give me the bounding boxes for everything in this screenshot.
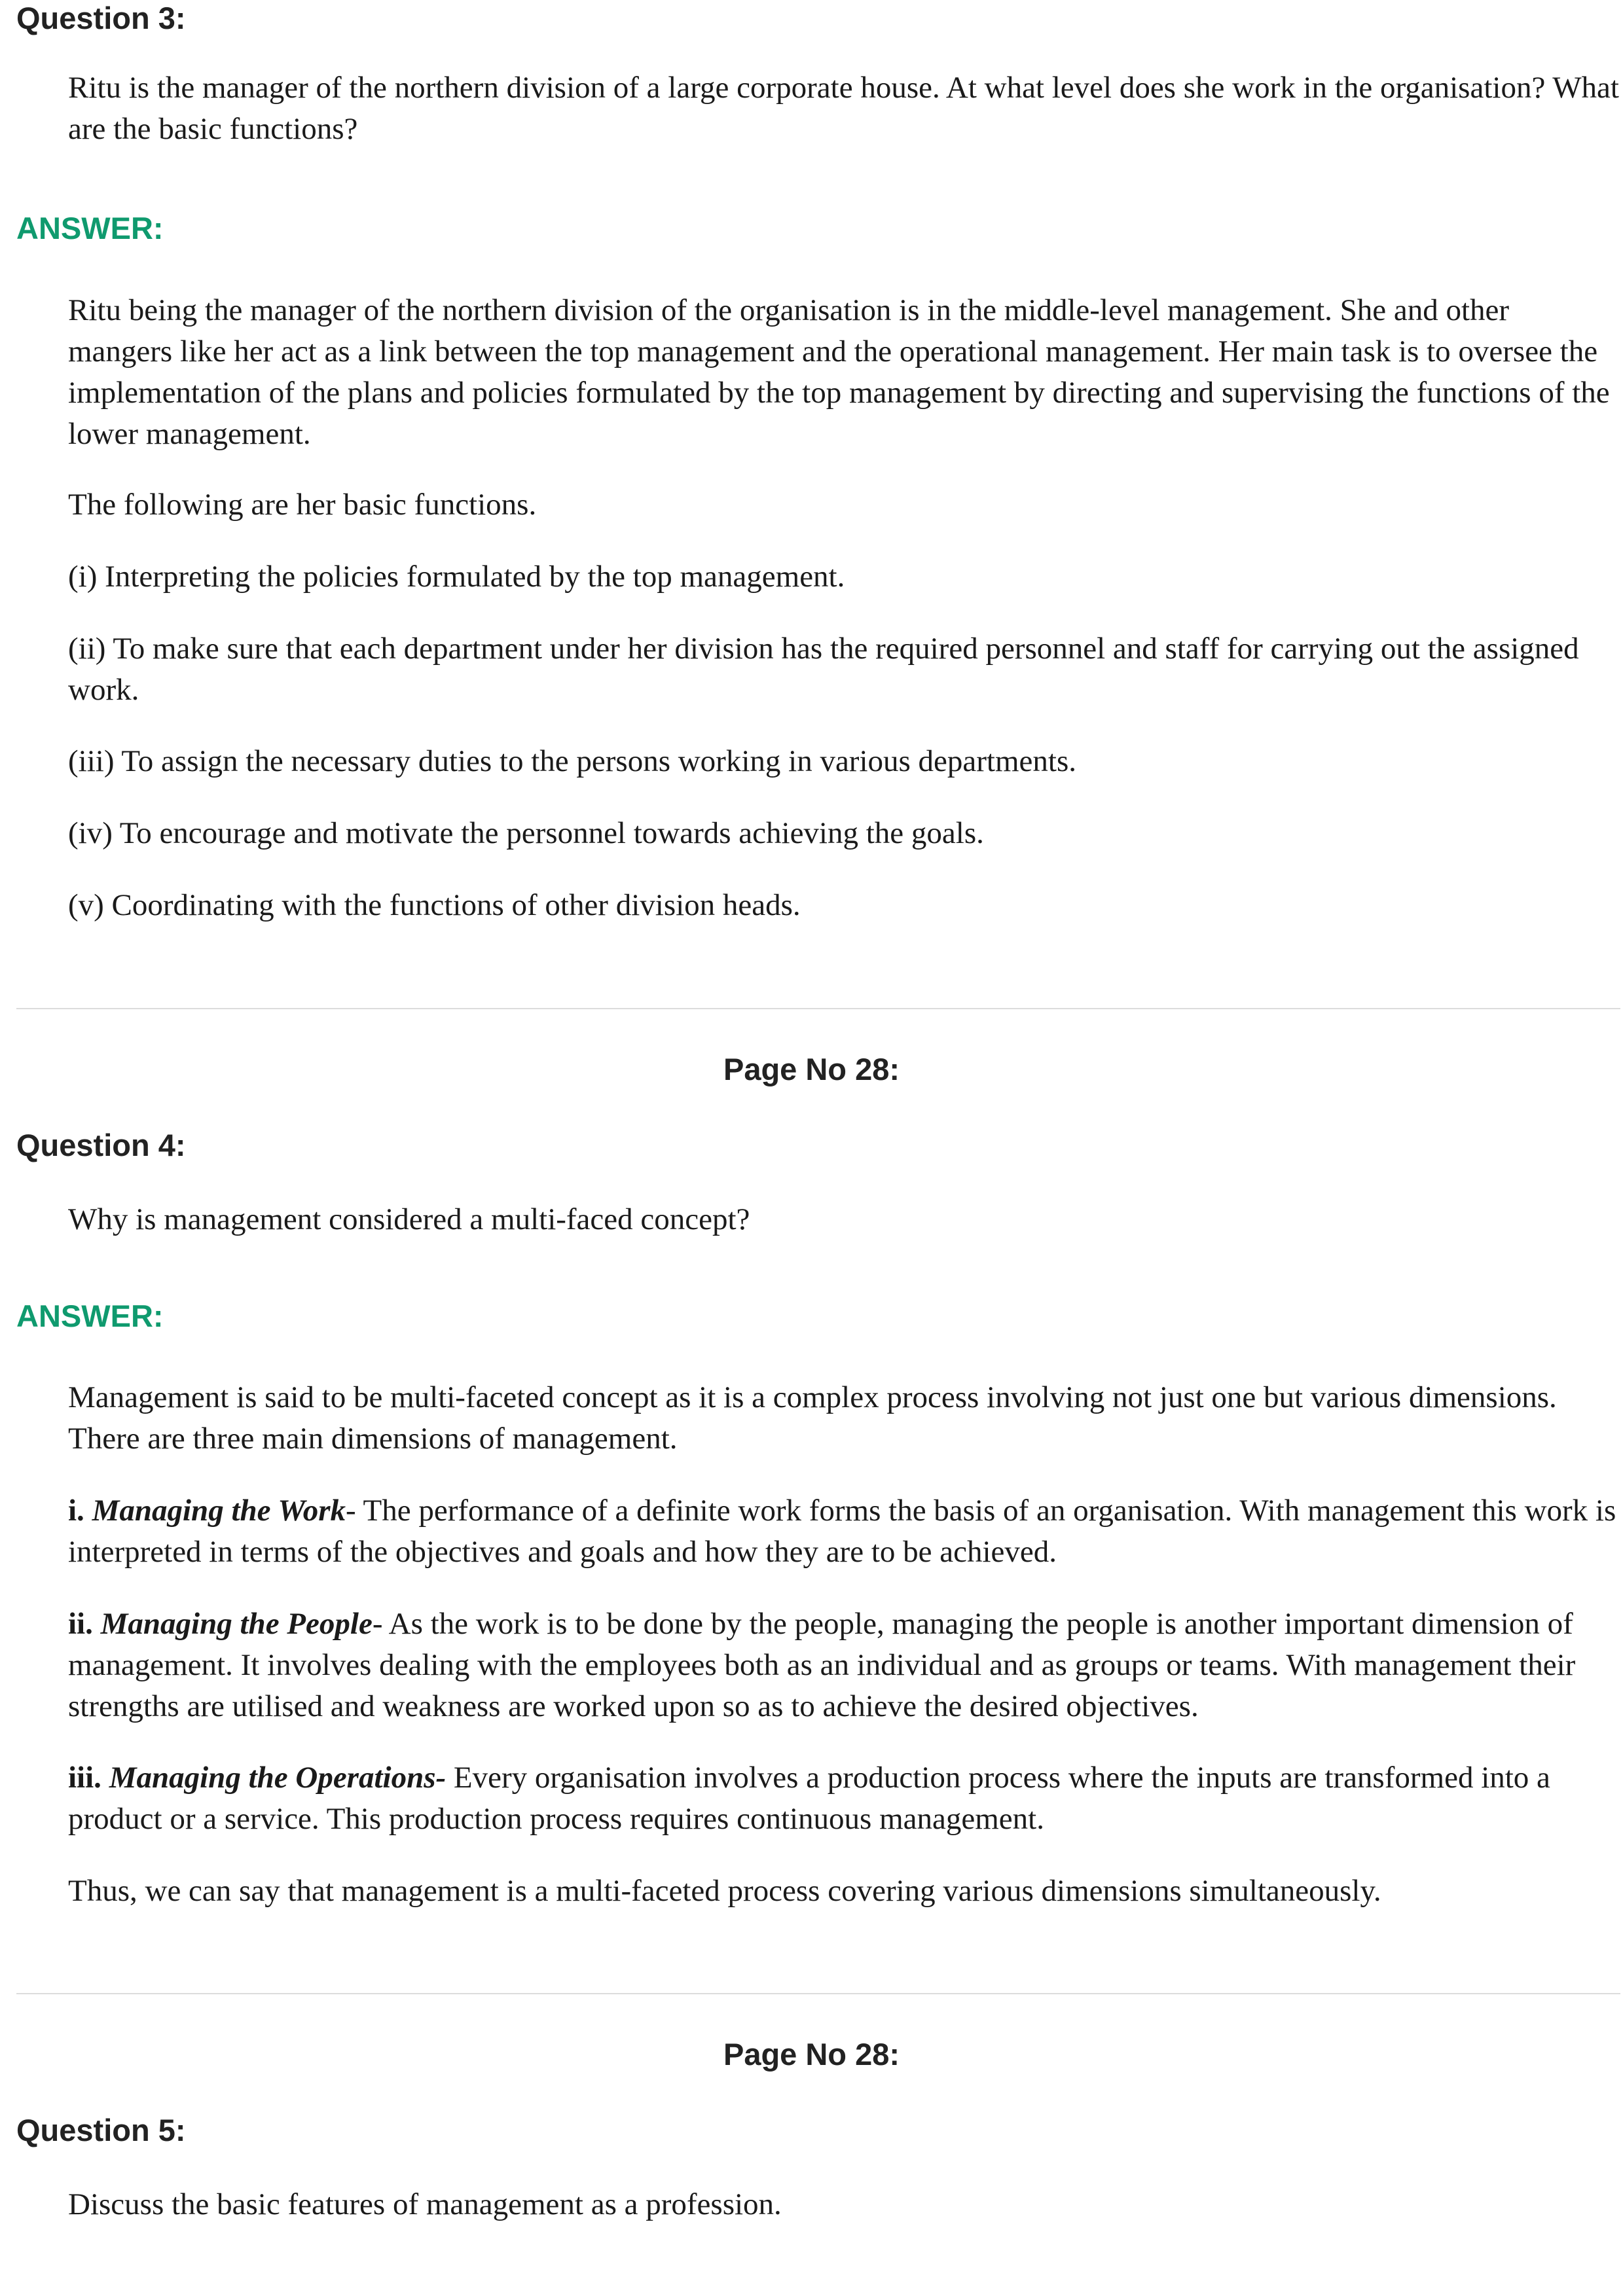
question-5-heading: Question 5:: [16, 2113, 186, 2147]
answer-3-intro: Ritu being the manager of the northern division of the organisation is in the middle-level management. She and other mangers like her act as a link between the top management and the operational management. Her main task is to oversee the implementation of the plans and policies formulated by the top management by directing and supervising the functions of the lower management.: [68, 293, 1610, 451]
answer-3-function-2: (ii) To make sure that each department under her division has the required personnel and staff for carrying out the assigned work.: [68, 632, 1579, 707]
answer-4-intro: Management is said to be multi-faceted concept as it is a complex process involving not just one but various dimensions. There are three main dimensions of management.: [68, 1380, 1557, 1456]
dimension-dash: -: [346, 1494, 356, 1528]
question-3-heading: Question 3:: [16, 1, 186, 35]
answer-3-functions-intro: The following are her basic functions.: [68, 488, 537, 522]
question-4-text: Why is management considered a multi-faced concept?: [68, 1202, 750, 1236]
answer-3-function-3: (iii) To assign the necessary duties to the persons working in various departments.: [68, 744, 1077, 778]
dimension-text: As the work is to be done by the people, managing the people is another important dimension of management. It involves dealing with the employees both as an individual and as groups or teams. With management their strengths are utilised and weakness are worked upon so as to achieve the desired objectives.: [68, 1607, 1576, 1723]
answer-3-heading: ANSWER:: [16, 211, 164, 245]
section-divider: [16, 1993, 1620, 1994]
dimension-number: i.: [68, 1494, 84, 1528]
dimension-managing-work: [68, 1490, 1620, 1573]
answer-4-heading: ANSWER:: [16, 1299, 164, 1333]
dimension-title: Managing the People: [100, 1607, 373, 1641]
page-number-label: Page No 28:: [723, 2037, 900, 2072]
dimension-managing-people: [68, 1604, 1620, 1727]
dimension-title: Managing the Operations-: [109, 1761, 447, 1795]
dimension-dash: -: [372, 1607, 383, 1641]
dimension-title: Managing the Work: [92, 1494, 346, 1528]
dimension-number: ii.: [68, 1607, 93, 1641]
question-4-heading: Question 4:: [16, 1128, 186, 1162]
answer-4-conclusion: Thus, we can say that management is a multi-faceted process covering various dimensions simultaneously.: [68, 1874, 1381, 1908]
answer-3-function-4: (iv) To encourage and motivate the personnel towards achieving the goals.: [68, 816, 984, 850]
dimension-text: The performance of a definite work forms the basis of an organisation. With management this work is interpreted in terms of the objectives and goals and how they are to be achieved.: [68, 1494, 1616, 1569]
dimension-managing-operations: [68, 1757, 1620, 1840]
dimension-text: Every organisation involves a production process where the inputs are transformed into a product or a service. This production process requires continuous management.: [68, 1761, 1550, 1836]
section-divider: [16, 1008, 1620, 1009]
answer-3-function-1: (i) Interpreting the policies formulated by the top management.: [68, 560, 845, 594]
question-5-text: Discuss the basic features of management as a profession.: [68, 2187, 782, 2221]
answer-3-function-5: (v) Coordinating with the functions of other division heads.: [68, 888, 801, 922]
dimension-number: iii.: [68, 1761, 101, 1795]
question-3-text: Ritu is the manager of the northern division of a large corporate house. At what level does she work in the organisation? What are the basic functions?: [68, 71, 1619, 146]
page-number-label: Page No 28:: [723, 1052, 900, 1086]
